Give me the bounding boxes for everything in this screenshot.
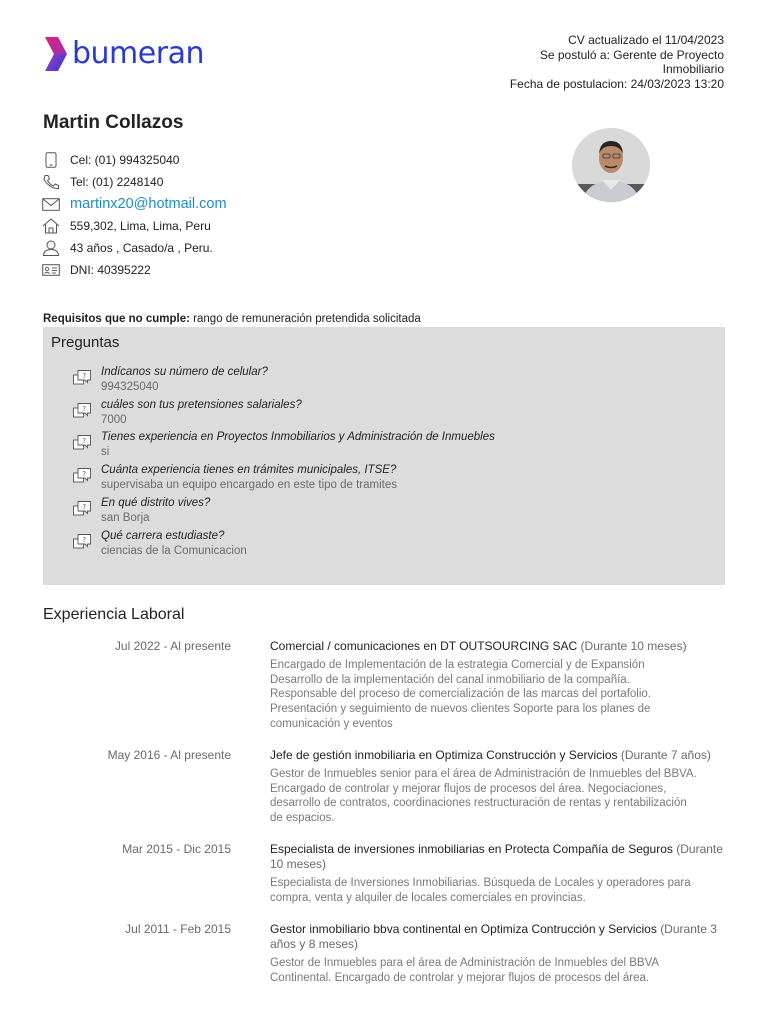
applied-position-line2: Inmobiliario: [662, 62, 724, 76]
job-description: [270, 956, 725, 985]
applied-position-line1: Se postuló a: Gerente de Proyecto: [539, 47, 724, 62]
email-row: [41, 193, 501, 215]
cel-number: Cel: (01) 994325040: [70, 153, 180, 167]
question-text: Indícanos su número de celular?: [101, 366, 268, 378]
question-item: [73, 530, 713, 562]
question-icon: [73, 370, 91, 386]
question-text: En qué distrito vives?: [101, 497, 211, 509]
cv-meta: [510, 33, 724, 91]
person-photo: [572, 128, 650, 202]
job-duration: (Durante 3 años y 8 meses): [270, 922, 717, 951]
job-description-line: Responsable del proceso de comercialización de las marcas del portafolio.: [270, 688, 651, 701]
job-description-line: Continental. Encargado de controlar y mejorar flujos de procesos del área.: [270, 971, 650, 984]
address: 559,302, Lima, Lima, Peru: [70, 219, 211, 233]
unmet-requirements: [43, 313, 421, 325]
requirements-label: Requisitos que no cumple:: [43, 313, 190, 325]
question-answer: ciencias de la Comunicacion: [101, 545, 247, 557]
application-date: Fecha de postulacion: 24/03/2023 13:20: [509, 76, 724, 91]
bumeran-logo-icon: [42, 35, 68, 73]
question-icon: [73, 534, 91, 550]
experience-title: Experiencia Laboral: [43, 606, 185, 623]
svg-text:?: ?: [82, 503, 87, 511]
tel-number: Tel: (01) 2248140: [70, 175, 164, 189]
cv-updated: CV actualizado el 11/04/2023: [568, 33, 724, 47]
job-description-line: desarrollo de contratos, coordinaciones restructuración de rentas y rentabilización: [270, 797, 687, 810]
job-title-line: [270, 748, 725, 763]
question-item: [73, 464, 713, 496]
job-date: Jul 2011 - Feb 2015: [125, 922, 231, 936]
svg-text:?: ?: [82, 470, 87, 478]
question-answer: supervisaba un equipo encargado en este tipo de tramites: [101, 479, 398, 491]
svg-text:?: ?: [82, 372, 87, 380]
question-icon: [73, 468, 91, 484]
svg-text:?: ?: [82, 405, 87, 413]
questions-title: Preguntas: [51, 334, 120, 351]
svg-text:?: ?: [82, 536, 87, 544]
question-text: Qué carrera estudiaste?: [101, 530, 225, 542]
job-duration: (Durante 10 meses): [270, 842, 723, 871]
mobile-phone-icon: [41, 151, 61, 169]
question-answer: si: [101, 446, 110, 458]
job-description-line: Gestor de Inmuebles para el área de Administración de Inmuebles del BBVA: [270, 957, 660, 969]
job-date: May 2016 - Al presente: [107, 748, 231, 762]
job-title: Gestor inmobiliario bbva continental en Optimiza Contrucción y Servicios: [270, 922, 657, 936]
question-answer: 7000: [101, 414, 127, 426]
job-description: [270, 658, 725, 732]
email-link[interactable]: martinx20@hotmail.com: [70, 196, 227, 212]
dni-row: [41, 259, 501, 281]
phone-icon: [41, 173, 61, 191]
question-answer: 994325040: [101, 381, 159, 393]
job-title-line: [270, 639, 725, 654]
job-date: Jul 2022 - Al presente: [114, 639, 231, 653]
job-duration: (Durante 10 meses): [580, 639, 687, 653]
personal-info: 43 años , Casado/a , Peru.: [70, 241, 213, 255]
address-row: [41, 215, 501, 237]
tel-row: [41, 171, 501, 193]
personal-row: [41, 237, 501, 259]
job-date: Mar 2015 - Dic 2015: [122, 842, 231, 856]
job-description-line: de espacios.: [270, 812, 335, 825]
home-icon: [41, 217, 61, 235]
job-title: Comercial / comunicaciones en DT OUTSOURCING SAC: [270, 639, 578, 653]
job-title-line: [270, 842, 725, 872]
question-text: Cuánta experiencia tienes en trámites municipales, ITSE?: [101, 464, 397, 476]
id-card-icon: [41, 261, 61, 279]
cel-row: [41, 149, 501, 171]
job-description-line: Encargado de Implementación de la estrategia Comercial y de Expansión: [270, 659, 645, 671]
user-icon: [41, 239, 61, 257]
question-item: [73, 431, 713, 463]
job-duration: (Durante 7 años): [620, 748, 711, 762]
question-icon: [73, 501, 91, 517]
svg-text:?: ?: [82, 437, 87, 445]
dni: DNI: 40395222: [70, 263, 151, 277]
question-icon: [73, 435, 91, 451]
question-item: [73, 497, 713, 529]
question-answer: san Borja: [101, 512, 150, 524]
question-text: Tienes experiencia en Proyectos Inmobiliarios y Administración de Inmuebles: [101, 431, 495, 443]
mail-icon: [41, 195, 61, 213]
bumeran-wordmark: bumeran: [72, 36, 204, 71]
job-title: Jefe de gestión inmobiliaria en Optimiza Construcción y Servicios: [270, 748, 618, 762]
job-description-line: comunicación y eventos: [270, 717, 393, 730]
job-description-line: Especialista de Inversiones Inmobiliarias. Búsqueda de Locales y operadores para: [270, 877, 691, 889]
bumeran-logo: [42, 34, 204, 74]
job-description-line: compra, venta y alquiler de locales comerciales en provincias.: [270, 891, 586, 904]
job-description-line: Gestor de Inmuebles senior para el área de Administración de Inmuebles del BBVA.: [270, 768, 697, 780]
job-title-line: [270, 922, 725, 952]
job-description: [270, 767, 725, 826]
question-text: cuáles son tus pretensiones salariales?: [101, 399, 302, 411]
question-item: [73, 366, 713, 398]
job-title: Especialista de inversiones inmobiliarias en Protecta Compañía de Seguros: [270, 842, 673, 856]
question-icon: [73, 403, 91, 419]
job-description: [270, 876, 725, 905]
candidate-name: Martin Collazos: [43, 112, 184, 133]
job-description-line: Presentación y seguimiento de nuevos clientes Soporte para los planes de: [270, 703, 651, 716]
questions-panel: [43, 327, 725, 585]
job-description-line: Encargado de controlar y mejorar flujos de procesos del área. Negociaciones,: [270, 782, 667, 795]
job-description-line: Desarrollo de la implementación del canal inmobiliario de la compañía.: [270, 673, 630, 686]
contact-info: [41, 149, 501, 281]
requirements-value: rango de remuneración pretendida solicitada: [193, 313, 421, 325]
question-item: [73, 399, 713, 431]
avatar: [572, 128, 650, 202]
